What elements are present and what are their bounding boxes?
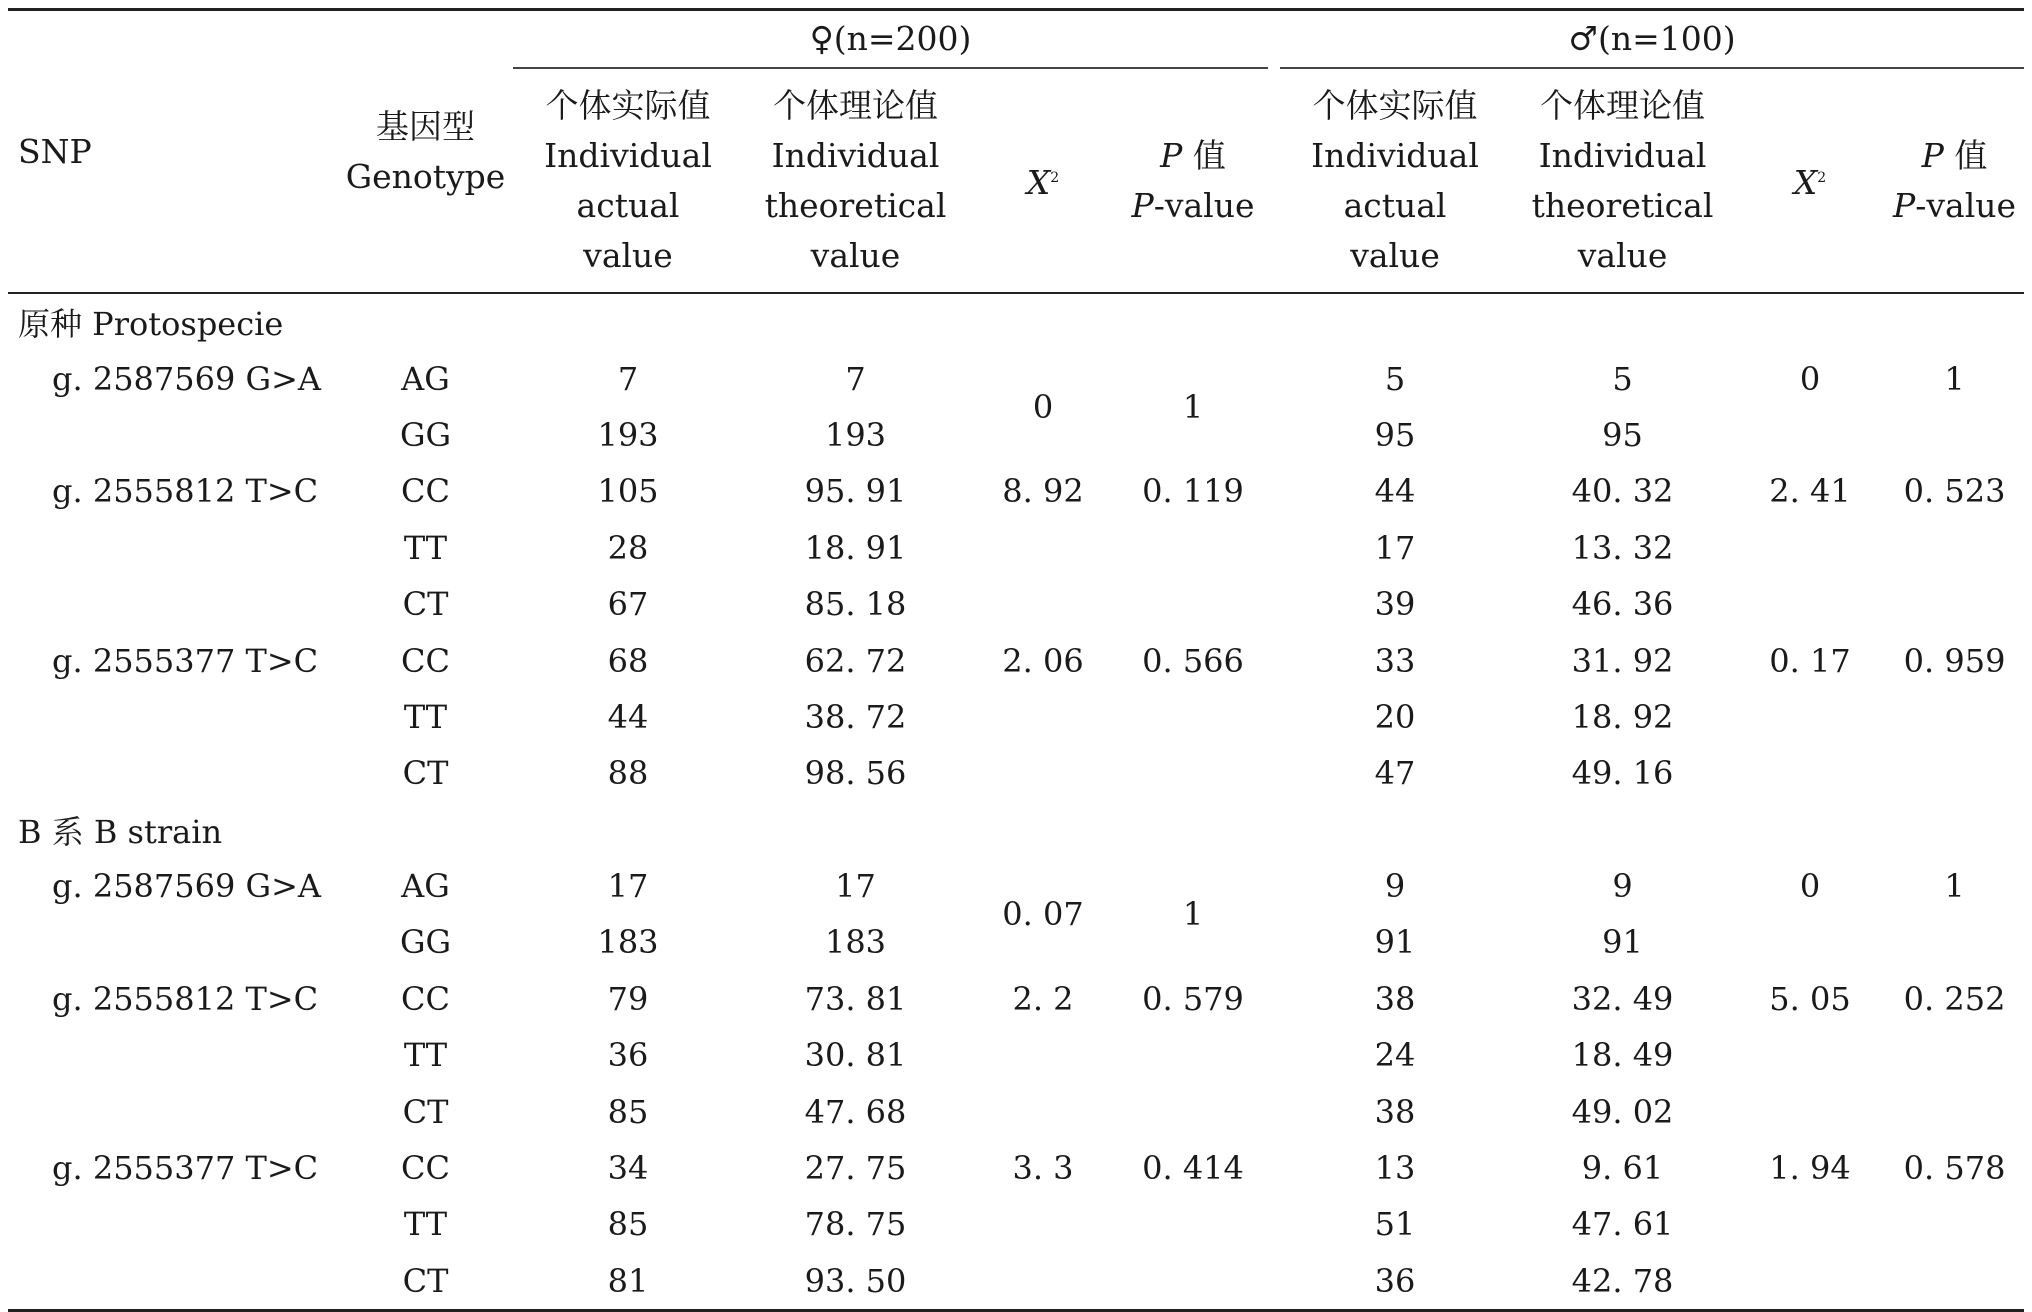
male-chi-cell xyxy=(1735,914,1885,970)
genotype-cell: CT xyxy=(402,1092,449,1131)
table-row xyxy=(8,1083,2024,1139)
p-en-p: P xyxy=(1131,185,1154,225)
genotype-header-cn: 基因型 xyxy=(376,106,475,146)
female-actual-cell: 105 xyxy=(597,472,659,511)
genotype-cell: CC xyxy=(401,979,450,1018)
female-chi-cell xyxy=(968,576,1118,632)
female-actual-cell: 85 xyxy=(607,1092,649,1131)
actual-en-3: value xyxy=(583,235,673,275)
female-p-cell xyxy=(1118,576,1268,632)
female-p-cell: 0. 414 xyxy=(1142,1149,1244,1188)
p-cn: 值 xyxy=(1954,135,1988,175)
genotype-cell: CT xyxy=(402,754,449,793)
female-actual-cell: 36 xyxy=(607,1036,649,1075)
genotype-cell: CT xyxy=(402,1261,449,1300)
female-chi-cell: 8. 92 xyxy=(1002,472,1084,511)
snp-name: g. 2555812 T>C xyxy=(52,472,319,511)
group-gap xyxy=(1268,68,1280,293)
p-cn: 值 xyxy=(1192,135,1226,175)
male-p-header xyxy=(1885,68,2024,293)
actual-cn: 个体实际值 xyxy=(545,85,711,125)
male-p-cell xyxy=(1885,745,2024,801)
male-theoretical-cell: 91 xyxy=(1602,923,1643,962)
male-theoretical-cell: 13. 32 xyxy=(1571,528,1674,567)
male-actual-cell: 36 xyxy=(1374,1261,1416,1300)
actual-en-2: actual xyxy=(576,185,680,225)
male-theoretical-cell: 9 xyxy=(1612,867,1633,906)
snp-name xyxy=(8,1253,338,1311)
section-row xyxy=(8,293,2024,350)
p-cn-line xyxy=(1885,131,2024,181)
table-row xyxy=(8,350,2024,406)
genotype-cell: CC xyxy=(401,641,450,680)
male-theoretical-cell: 5 xyxy=(1612,359,1633,398)
male-p-cell: 0. 523 xyxy=(1903,472,2006,511)
actual-en-3: value xyxy=(1350,235,1440,275)
p-en: -value xyxy=(1915,185,2017,225)
male-actual-cell: 17 xyxy=(1374,528,1416,567)
snp-name xyxy=(8,745,338,801)
p-cn-p: P xyxy=(1160,135,1183,175)
female-p-cell: 1 xyxy=(1182,387,1204,426)
male-theoretical-cell: 49. 02 xyxy=(1571,1092,1674,1131)
table-row xyxy=(8,1196,2024,1252)
male-group-header: ♂(n=100) xyxy=(1280,10,2024,69)
female-chi-cell: 0 xyxy=(1032,387,1054,426)
male-actual-cell: 39 xyxy=(1374,585,1416,624)
female-chi-cell: 0. 07 xyxy=(1002,895,1084,934)
male-chi-cell xyxy=(1735,1083,1885,1139)
theo-en-1: Individual xyxy=(771,135,940,175)
male-chi-cell: 0 xyxy=(1799,359,1821,398)
female-actual-cell: 68 xyxy=(607,641,649,680)
theo-en-1: Individual xyxy=(1538,135,1707,175)
female-actual-cell: 44 xyxy=(607,697,649,736)
female-actual-header xyxy=(513,68,743,293)
male-actual-cell: 33 xyxy=(1374,641,1416,680)
snp-name: g. 2555377 T>C xyxy=(52,641,319,680)
snp-name: g. 2555377 T>C xyxy=(52,1149,319,1188)
female-theoretical-cell: 30. 81 xyxy=(804,1036,907,1075)
female-chi-cell xyxy=(968,520,1118,576)
genotype-cell: CC xyxy=(401,472,450,511)
male-actual-cell: 38 xyxy=(1374,979,1416,1018)
male-p-cell xyxy=(1885,407,2024,463)
female-actual-cell: 88 xyxy=(607,754,649,793)
female-theoretical-cell: 38. 72 xyxy=(804,697,907,736)
genotype-header-en: Genotype xyxy=(345,156,506,196)
male-actual-cell: 44 xyxy=(1374,472,1416,511)
genotype-cell: CT xyxy=(402,585,449,624)
male-p-cell xyxy=(1885,1253,2024,1311)
female-theoretical-cell: 7 xyxy=(845,359,866,398)
female-actual-cell: 17 xyxy=(607,867,649,906)
snp-name xyxy=(8,576,338,632)
male-p-cell xyxy=(1885,1196,2024,1252)
theo-en-2: theoretical xyxy=(764,185,947,225)
group-gap xyxy=(1268,350,1280,406)
female-theoretical-cell: 183 xyxy=(824,923,887,962)
theo-cn: 个体理论值 xyxy=(773,85,938,125)
male-actual-cell: 13 xyxy=(1374,1149,1416,1188)
male-chi-cell xyxy=(1735,689,1885,745)
female-p-cell: 0. 119 xyxy=(1142,472,1244,511)
group-gap xyxy=(1268,689,1280,745)
genotype-cell: TT xyxy=(403,1205,448,1244)
snp-name xyxy=(8,1027,338,1083)
p-en: -value xyxy=(1153,185,1255,225)
snp-name xyxy=(8,520,338,576)
group-gap xyxy=(1268,1027,1280,1083)
snp-name xyxy=(8,689,338,745)
female-theoretical-cell: 27. 75 xyxy=(804,1149,907,1188)
female-actual-cell: 67 xyxy=(607,585,649,624)
table-row xyxy=(8,1027,2024,1083)
genotype-header xyxy=(338,10,513,294)
genotype-cell: TT xyxy=(403,697,448,736)
female-p-cell: 0. 579 xyxy=(1142,979,1244,1018)
snp-name xyxy=(8,1196,338,1252)
table-body xyxy=(8,293,2024,1311)
snp-header: SNP xyxy=(8,10,338,294)
male-p-cell xyxy=(1885,576,2024,632)
group-gap xyxy=(1268,576,1280,632)
theo-en-3: value xyxy=(810,235,901,275)
male-chi-cell: 0 xyxy=(1799,867,1821,906)
p-cn-line xyxy=(1118,131,1268,181)
female-actual-cell: 81 xyxy=(607,1261,649,1300)
male-actual-cell: 51 xyxy=(1374,1205,1416,1244)
table-row xyxy=(8,1140,2024,1196)
male-chi-cell xyxy=(1735,576,1885,632)
female-theoretical-cell: 73. 81 xyxy=(804,979,907,1018)
male-actual-cell: 20 xyxy=(1374,697,1416,736)
female-p-cell xyxy=(1118,689,1268,745)
male-p-cell xyxy=(1885,1027,2024,1083)
male-actual-cell: 38 xyxy=(1374,1092,1416,1131)
female-chi-cell: 2. 06 xyxy=(1002,641,1084,680)
male-theoretical-cell: 47. 61 xyxy=(1571,1205,1674,1244)
female-actual-cell: 193 xyxy=(597,415,659,454)
table-row xyxy=(8,858,2024,914)
genotype-cell: GG xyxy=(399,923,452,962)
female-actual-cell: 34 xyxy=(607,1149,649,1188)
male-theoretical-cell: 9. 61 xyxy=(1581,1149,1664,1188)
table-row xyxy=(8,1253,2024,1311)
female-group-header: ♀(n=200) xyxy=(513,10,1268,69)
male-chi-cell xyxy=(1735,745,1885,801)
genotype-cell: TT xyxy=(403,528,448,567)
snp-name xyxy=(8,407,338,463)
snp-name: g. 2555812 T>C xyxy=(52,979,319,1018)
male-theoretical-cell: 95 xyxy=(1602,415,1643,454)
table-row xyxy=(8,689,2024,745)
female-theoretical-cell: 18. 91 xyxy=(804,528,907,567)
table-row xyxy=(8,971,2024,1027)
chi-x: X xyxy=(1026,163,1051,202)
male-actual-cell: 47 xyxy=(1374,754,1416,793)
male-p-cell: 0. 959 xyxy=(1903,641,2006,680)
female-actual-cell: 28 xyxy=(607,528,649,567)
actual-cn: 个体实际值 xyxy=(1312,85,1478,125)
group-gap xyxy=(1268,914,1280,970)
male-theoretical-header xyxy=(1510,68,1735,293)
female-p-cell xyxy=(1118,520,1268,576)
male-chi-cell xyxy=(1735,1196,1885,1252)
male-theoretical-cell: 31. 92 xyxy=(1571,641,1674,680)
female-theoretical-cell: 95. 91 xyxy=(804,472,907,511)
male-chi-cell: 1. 94 xyxy=(1769,1149,1851,1188)
female-theoretical-cell: 47. 68 xyxy=(804,1092,907,1131)
table-row xyxy=(8,463,2024,519)
female-p-cell xyxy=(1118,1253,1268,1311)
male-actual-cell: 91 xyxy=(1374,923,1416,962)
group-gap xyxy=(1268,1140,1280,1196)
male-chi-header xyxy=(1735,68,1885,293)
group-gap xyxy=(1268,463,1280,519)
female-theoretical-cell: 78. 75 xyxy=(804,1205,907,1244)
p-cn-p: P xyxy=(1921,135,1944,175)
female-chi-cell xyxy=(968,1253,1118,1311)
group-gap xyxy=(1268,745,1280,801)
female-p-cell xyxy=(1118,745,1268,801)
table-row xyxy=(8,632,2024,688)
male-chi-cell xyxy=(1735,520,1885,576)
female-chi-cell xyxy=(968,745,1118,801)
actual-en-1: Individual xyxy=(544,135,712,175)
male-chi-cell: 2. 41 xyxy=(1769,472,1851,511)
female-chi-cell: 2. 2 xyxy=(1012,979,1074,1018)
genotype-cell: AG xyxy=(401,867,450,906)
p-en-line xyxy=(1118,181,1268,231)
male-p-cell: 0. 252 xyxy=(1903,979,2006,1018)
group-gap xyxy=(1268,1196,1280,1252)
male-chi-cell: 0. 17 xyxy=(1769,641,1851,680)
male-p-cell: 1 xyxy=(1944,359,1965,398)
male-p-cell xyxy=(1885,520,2024,576)
female-p-cell xyxy=(1118,1083,1268,1139)
group-gap xyxy=(1268,1083,1280,1139)
female-theoretical-cell: 193 xyxy=(824,415,887,454)
female-p-cell: 0. 566 xyxy=(1142,641,1244,680)
group-gap xyxy=(1268,520,1280,576)
table-row xyxy=(8,745,2024,801)
genotype-cell: GG xyxy=(399,415,452,454)
female-theoretical-cell: 62. 72 xyxy=(804,641,907,680)
genotype-table-container xyxy=(8,8,2024,1308)
female-chi-cell xyxy=(968,1083,1118,1139)
female-chi-cell xyxy=(968,1027,1118,1083)
group-gap xyxy=(1268,10,1280,69)
hwe-table xyxy=(8,8,2024,1312)
group-gap xyxy=(1268,632,1280,688)
female-theoretical-cell: 93. 50 xyxy=(804,1261,907,1300)
female-chi-cell xyxy=(968,689,1118,745)
male-p-cell xyxy=(1885,1083,2024,1139)
female-actual-cell: 85 xyxy=(607,1205,649,1244)
female-p-cell: 1 xyxy=(1182,895,1204,934)
female-chi-cell xyxy=(968,1196,1118,1252)
p-en-line xyxy=(1885,181,2024,231)
snp-name: g. 2587569 G>A xyxy=(52,867,321,906)
male-actual-cell: 24 xyxy=(1374,1036,1416,1075)
female-p-cell xyxy=(1118,1027,1268,1083)
theo-cn: 个体理论值 xyxy=(1540,85,1706,125)
group-gap xyxy=(1268,407,1280,463)
male-p-cell xyxy=(1885,689,2024,745)
male-theoretical-cell: 32. 49 xyxy=(1571,979,1674,1018)
male-theoretical-cell: 42. 78 xyxy=(1571,1261,1674,1300)
male-theoretical-cell: 18. 49 xyxy=(1571,1036,1674,1075)
female-chi-header xyxy=(968,68,1118,293)
actual-en-2: actual xyxy=(1343,185,1447,225)
table-header xyxy=(8,10,2024,294)
table-row xyxy=(8,520,2024,576)
male-chi-cell xyxy=(1735,1253,1885,1311)
chi-sup: 2 xyxy=(1050,170,1060,186)
male-theoretical-cell: 40. 32 xyxy=(1571,472,1674,511)
male-actual-cell: 5 xyxy=(1384,359,1406,398)
female-actual-cell: 7 xyxy=(617,359,639,398)
section-title: B 系 B strain xyxy=(18,812,223,851)
male-actual-header xyxy=(1280,68,1510,293)
female-p-header xyxy=(1118,68,1268,293)
female-theoretical-cell: 98. 56 xyxy=(804,754,907,793)
actual-en-1: Individual xyxy=(1311,135,1479,175)
female-actual-cell: 79 xyxy=(607,979,649,1018)
snp-name xyxy=(8,914,338,970)
section-row xyxy=(8,802,2024,858)
snp-name xyxy=(8,1083,338,1139)
group-gap xyxy=(1268,1253,1280,1311)
male-chi-cell: 5. 05 xyxy=(1769,979,1851,1018)
genotype-cell: AG xyxy=(401,359,450,398)
female-theoretical-cell: 17 xyxy=(835,867,876,906)
chi-sup: 2 xyxy=(1817,170,1827,186)
male-actual-cell: 9 xyxy=(1384,867,1406,906)
male-p-cell: 1 xyxy=(1944,867,1965,906)
male-actual-cell: 95 xyxy=(1374,415,1416,454)
female-p-cell xyxy=(1118,1196,1268,1252)
group-gap xyxy=(1268,971,1280,1027)
chi-x: X xyxy=(1793,163,1818,202)
p-en-p: P xyxy=(1893,185,1916,225)
group-gap xyxy=(1268,858,1280,914)
male-theoretical-cell: 18. 92 xyxy=(1571,697,1674,736)
female-theoretical-cell: 85. 18 xyxy=(804,585,907,624)
male-p-cell: 0. 578 xyxy=(1903,1149,2006,1188)
male-p-cell xyxy=(1885,914,2024,970)
section-title: 原种 Protospecie xyxy=(18,305,284,344)
theo-en-3: value xyxy=(1577,235,1668,275)
male-theoretical-cell: 49. 16 xyxy=(1571,754,1674,793)
male-theoretical-cell: 46. 36 xyxy=(1571,585,1674,624)
theo-en-2: theoretical xyxy=(1531,185,1714,225)
female-chi-cell: 3. 3 xyxy=(1012,1149,1074,1188)
male-chi-cell xyxy=(1735,407,1885,463)
female-theoretical-header xyxy=(743,68,968,293)
genotype-cell: TT xyxy=(403,1036,448,1075)
male-chi-cell xyxy=(1735,1027,1885,1083)
female-actual-cell: 183 xyxy=(597,923,659,962)
table-row xyxy=(8,576,2024,632)
genotype-cell: CC xyxy=(401,1149,450,1188)
snp-name: g. 2587569 G>A xyxy=(52,359,321,398)
